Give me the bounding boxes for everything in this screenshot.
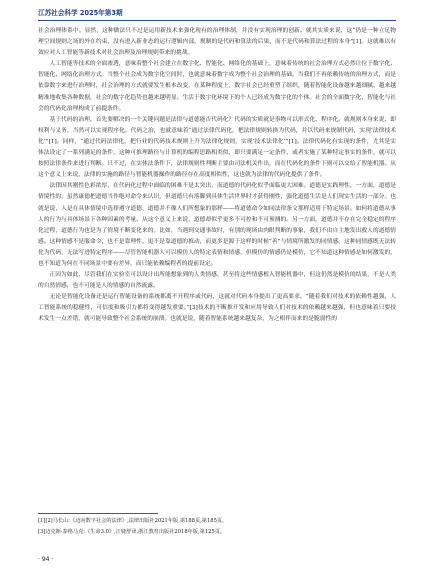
body-paragraph: 法律因其刚性色彩浓厚，在代码化过程中面临的困难不是太突出，而道德的代码化似乎面临更大困难。道德是实践理性，一方面，道德是情境性的，虽然康德把道德当作绝对命令来认识，但道德只有落脚到具体生活世界时才获得刚性，强化道德生活是人们现实生活的一部分。也就是说，人是在具体情境中选择遵守道德，道德并不像人们所想象的那样——将道德命令如同法律条文那样适用于特定场景。如何将道德从事人的行为与具体场景下各种因素的考量。从这个意义上来说，道德却似乎更多不可控和不可预测的。另一方面，道德并不存在完全稳定的程序化过程，道德行为也是为了情境不断变化来的。比如，当遇到交通事故时，有别的现场由肉眼判断的事象，我们不由自主地发出救人的道德情感。这种情感不是服命令，也不是靠理性。更不是靠道德的推动，而更多是源于这样的时候“善”与情境所激发的同情感。这种同情感既无法转化为代码，无法写进特定程序——尽管智能机器人可以模仿人的特定表情和情感，但模仿的情感仍是模仿，它不知道这种情感是如何激发的，也不知道为何在不同场景中要有差异，而只能依赖编程者的提前设定。 — [38, 183, 396, 267]
footnotes — [38, 516, 396, 537]
header-rule — [38, 20, 396, 21]
body-paragraph: 无论是智能化设备还是运行智能设备的系统都离不开程序或代码，这就对代码本身提出了更高要求。“随着我们对技术的依赖性越强，人工智能系统的稳健性，可信度和吸引力都将变得越发重要。”[3]技术的不断推开发和应用导致人们对技术的依赖越来越强，但也意味着只要技术发生一点差错，就可能导致整个社会系统的崩溃。也就是说，随着智能系统越来越复杂，为之相伴而来的是脆弱性的 — [38, 294, 396, 323]
footnote-2: [3]迈克斯·泰格马克:《生命3.0》,汪婕舒译,浙江教育出版社2018年版,第125页。 — [38, 528, 226, 535]
body-paragraph: 基于代码的治理，首先要解决的一个关键问题是法律与道德能否代码化？代码的实质就是事物可以形式化、程序化。就规则本身来说，即权利与义务，当然可以实现程序化。代码之治，也就意味着“通过法律代码化，把法律规则转换为代码，并以代码来规制代码，实现‘法律技术化’”[1]。同样，“通过代码法律化，把行业的代码技术规则上升为法律化规则，实现‘技术法律化’”[1]。法律代码化有实现的条件，尤其是实体法设定了一系列满足的条件，这种可推理路径与计算机的编程思路相类似，即只要满足一定条件，或者实施了某种特定事实的条件，就可以按照法律条件来进行判断。只不过，在实体法条件下，法律规则性判断主要由司法机关作出，而在代码化的条件下则可以交给了智能机器。从这个意义上来说，法律的实施的路径与智能机器操作的路径存在高度相似性，这也就为法律的代码化提供了条件。 — [38, 116, 396, 179]
journal-header: 江苏社会科学 2025年第3期 — [38, 9, 123, 17]
footnote-1: [1][2]马长山:《迈向数字社会的法律》,法律出版社2021年版,第188页,第185页。 — [38, 518, 228, 524]
body-text — [38, 26, 396, 326]
body-paragraph: 人工智能等技术的全面渗透，意味着整个社会建立在数字化、智能化、网络化的基础上，意味着传统的社会治理方式必然让位于数字化、智能化、网络化治理方式。当整个社会成为数字化空间时，也就意味着数字成为整个社会治理的基础。当我们不再依赖传统的治理方式，而是依靠数字来进行治理时，社会治理的方式就要发生根本改变。在某种程度上，数字社会已经重塑了组织，随着智能化设备越来越细腻、越来越精准地收集各种数据，社会的数字化趋势也越来越明显。生活于数字化环境下的个人已经成为数字化的个体。社会的全面数字化、智能化与社会的代码化治理构成了前提条件。 — [38, 61, 396, 112]
body-paragraph: 社会治理体系中。显然，这种做法只不过是运用新技术来强化现有的治理体制，并没有实现治理的创新。就其实质来说，这“仍是一种立足物理空间规则之场的外在约束，没有进入新业态的运行逻辑内部，规制的是代码和算法的后果，而不是代码和算法过程的本身”[1]。这就难以有效应对人工智能等新技术对社会治理及治理规则带来的挑战。 — [38, 28, 396, 57]
page-number: · 94 · — [38, 556, 54, 563]
footnote-divider — [38, 513, 158, 514]
body-paragraph: 正因为如此，尽管我们在实验室可以设计出所能想象到的人类情感，甚至将这些情感植入智能机器中，但这仍然是模仿的结果，不是人类的自然情感，也不可能是人的情感的自然流露。 — [38, 272, 396, 290]
